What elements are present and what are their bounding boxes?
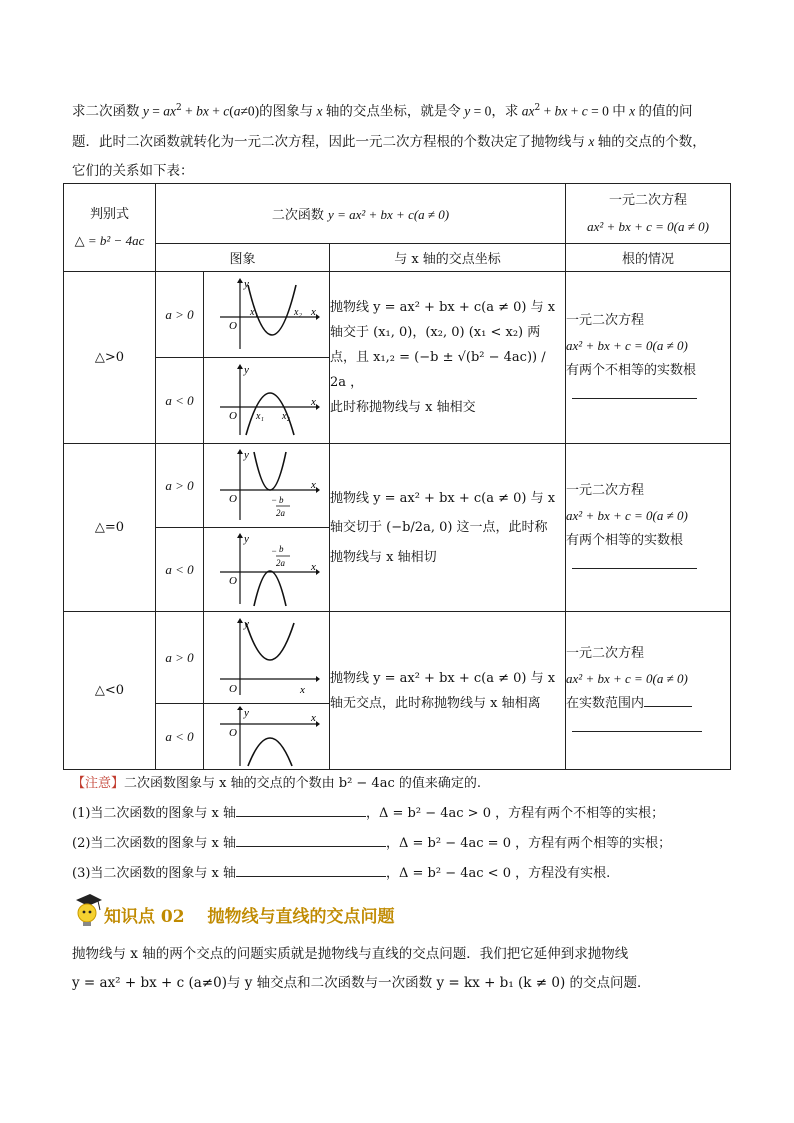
a-condition: a < 0 [156,358,204,444]
parabola-graph [212,706,322,768]
delta-cell: △=0 [64,444,156,612]
a-condition: a < 0 [156,528,204,612]
subheader-roots: 根的情况 [566,244,731,272]
svg-text:2a: 2a [275,507,285,518]
knowledge-point-title: 知识点 02 抛物线与直线的交点问题 [104,907,395,927]
a-condition: a > 0 [156,272,204,358]
note-item: (3)当二次函数的图象与 x 轴 ，Δ = b² − 4ac < 0 ，方程没有实根. [72,862,610,886]
svg-text:O: O [228,574,237,587]
table-row [64,444,731,528]
svg-text:y: y [243,617,249,630]
svg-text:x₁: x₁ [255,410,264,422]
graph-cell [204,704,330,770]
subheader-graph: 图象 [156,244,330,272]
svg-text:x₂: x₂ [293,306,302,318]
discriminant-table [63,183,731,770]
svg-text:O: O [228,319,237,332]
svg-text:x₁: x₁ [249,306,258,318]
svg-text:−: − [270,494,277,505]
parabola-graph [212,277,322,353]
a-condition: a > 0 [156,444,204,528]
intro-line-1: 求二次函数 $y = ax^2$ + bx + c(a≠0)的图象与 x 轴的交点坐标，就是令 y = 0，求 $ax^2$ + bx + c = 0 中 x 的值的问 [72,103,693,120]
svg-text:y: y [243,277,249,290]
a-condition: a > 0 [156,612,204,704]
svg-text:x: x [310,711,316,724]
svg-text:y: y [243,532,249,545]
header-discriminant: 判别式 △ = b² − 4ac [64,184,156,272]
graph-cell [204,444,330,528]
delta-cell: △>0 [64,272,156,444]
svg-text:x: x [310,560,316,573]
svg-text:y: y [243,448,249,461]
svg-text:y: y [243,363,249,376]
svg-text:O: O [228,726,237,739]
svg-text:O: O [228,492,237,505]
svg-text:x: x [310,478,316,491]
table-subheader-row [64,244,731,272]
answer-blank[interactable] [236,802,366,817]
svg-text:2a: 2a [275,557,285,568]
svg-text:x₂: x₂ [281,410,290,422]
svg-text:−: − [270,545,277,556]
answer-blank[interactable] [236,862,386,877]
roots-cell: 一元二次方程 ax² + bx + c = 0(a ≠ 0) 有两个不相等的实数根 [566,272,731,444]
header-equation: 一元二次方程 ax² + bx + c = 0(a ≠ 0) [566,184,731,244]
table-header-row [64,184,731,244]
coord-cell: 抛物线 y = ax² + bx + c(a ≠ 0) 与 x 轴无交点，此时称抛物线与 x 轴相离 [330,612,566,770]
answer-blank[interactable] [236,832,386,847]
lightbulb-icon [72,892,102,926]
table-row [64,272,731,358]
svg-text:b: b [278,494,283,505]
svg-text:x: x [299,683,305,696]
svg-text:x: x [310,395,316,408]
svg-text:x: x [310,305,316,318]
roots-cell: 一元二次方程 ax² + bx + c = 0(a ≠ 0) 有两个相等的实数根 [566,444,731,612]
intro-paragraph [72,94,732,186]
answer-blank[interactable] [572,384,697,399]
answer-blank[interactable] [644,692,692,707]
note-section [72,772,481,796]
parabola-graph [212,448,322,524]
a-condition: a < 0 [156,704,204,770]
coord-cell: 抛物线 y = ax² + bx + c(a ≠ 0) 与 x 轴交切于 (−b/2a, 0) 这一点，此时称 抛物线与 x 轴相切 [330,444,566,612]
graph-cell [204,612,330,704]
parabola-graph [212,617,322,699]
svg-text:b: b [278,543,283,554]
delta-cell: △<0 [64,612,156,770]
roots-cell: 一元二次方程 ax² + bx + c = 0(a ≠ 0) 在实数范围内 [566,612,731,770]
note-title: 【注意】二次函数图象与 x 轴的交点的个数由 b² − 4ac 的值来确定的. [72,776,482,791]
parabola-graph [212,363,322,439]
table-row [64,612,731,704]
note-item: (1)当二次函数的图象与 x 轴 ，Δ = b² − 4ac > 0 ，方程有两个不相等的实根； [72,802,664,826]
subheader-coord: 与 x 轴的交点坐标 [330,244,566,272]
coord-cell: 抛物线 y = ax² + bx + c(a ≠ 0) 与 x 轴交于 (x₁, 0)，(x₂, 0) (x₁ < x₂) 两 点，且 x₁,₂ = (−b ± √(b² − 4ac)) / 2a ， 此时称抛物线与 x 轴相交 [330,272,566,444]
graph-cell [204,358,330,444]
header-function: 二次函数 y = ax² + bx + c(a ≠ 0) [156,184,566,244]
graph-cell [204,528,330,612]
svg-text:y: y [243,706,249,719]
intro-line-2: 题．此时二次函数就转化为一元二次方程，因此一元二次方程根的个数决定了抛物线与 x 轴的交点的个数， [72,133,706,150]
graph-cell [204,272,330,358]
note-item: (2)当二次函数的图象与 x 轴 ，Δ = b² − 4ac = 0 ，方程有两个相等的实根； [72,832,671,856]
svg-text:O: O [228,682,237,695]
answer-blank[interactable] [572,554,697,569]
knowledge-paragraph: 抛物线与 x 轴的两个交点的问题实质就是抛物线与直线的交点问题．我们把它延伸到求抛物线 y = ax² + bx + c (a≠0)与 y 轴交点和二次函数与一次函数 y = kx + b₁ (k ≠ 0) 的交点问题． [72,946,651,991]
svg-text:O: O [228,409,237,422]
intro-line-3: 它们的关系如下表： [72,162,194,179]
answer-blank[interactable] [572,717,702,732]
parabola-graph [212,532,322,608]
